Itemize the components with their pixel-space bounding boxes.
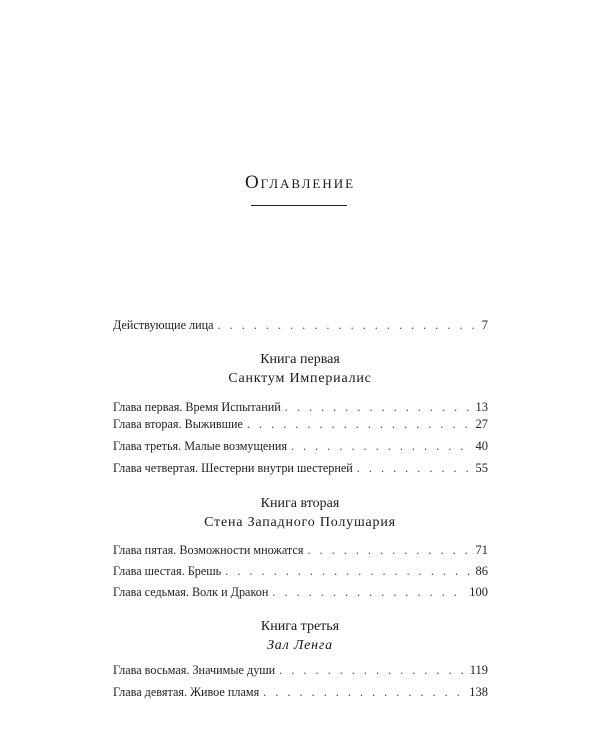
toc-entry-label: Глава пятая. Возможности множатся — [113, 543, 304, 557]
toc-entry-page: 71 — [475, 543, 488, 557]
toc-entry-chapter-7[interactable] — [113, 585, 488, 600]
book-title: Книга вторая — [260, 496, 340, 511]
toc-entry-page: 55 — [475, 461, 488, 475]
toc-entry-intro[interactable] — [113, 318, 488, 333]
dot-leader — [285, 400, 472, 415]
toc-entry-chapter-3[interactable] — [113, 439, 488, 454]
title-underline — [251, 205, 347, 206]
book-heading-2 — [0, 494, 600, 532]
toc-entry-label: Глава девятая. Живое пламя — [113, 685, 260, 699]
book-heading-1 — [0, 350, 600, 388]
toc-entry-page: 40 — [475, 439, 488, 453]
toc-entry-chapter-1[interactable] — [113, 400, 488, 415]
toc-entry-chapter-5[interactable] — [113, 543, 488, 558]
toc-entry-page: 86 — [475, 564, 488, 578]
dot-leader — [263, 685, 465, 700]
dot-leader — [279, 663, 466, 678]
toc-entry-page: 119 — [469, 663, 488, 677]
toc-entry-page: 27 — [475, 417, 488, 431]
dot-leader — [225, 564, 471, 579]
dot-leader — [218, 318, 478, 333]
toc-entry-label: Глава первая. Время Испытаний — [113, 400, 281, 414]
toc-entry-chapter-8[interactable] — [113, 663, 488, 678]
dot-leader — [357, 461, 472, 476]
toc-entry-page: 13 — [475, 400, 488, 414]
page-title: Оглавление — [244, 172, 356, 193]
toc-entry-page: 7 — [481, 318, 488, 332]
book-title: Книга третья — [260, 619, 340, 634]
toc-entry-chapter-6[interactable] — [113, 564, 488, 579]
dot-leader — [307, 543, 471, 558]
toc-entry-chapter-4[interactable] — [113, 461, 488, 476]
toc-entry-chapter-9[interactable] — [113, 685, 488, 700]
book-title: Книга первая — [260, 352, 340, 367]
dot-leader — [247, 417, 472, 432]
toc-entry-page: 100 — [469, 585, 488, 599]
toc-entry-label: Глава седьмая. Волк и Дракон — [113, 585, 269, 599]
book-subtitle: Стена Западного Полушария — [204, 515, 396, 530]
toc-entry-chapter-2[interactable] — [113, 417, 488, 432]
dot-leader — [291, 439, 472, 454]
toc-entry-label: Действующие лица — [113, 318, 214, 332]
toc-entry-label: Глава вторая. Выжившие — [113, 417, 243, 431]
book-subtitle: Зал Ленга — [267, 638, 333, 653]
toc-entry-label: Глава шестая. Брешь — [113, 564, 222, 578]
toc-entry-label: Глава восьмая. Значимые души — [113, 663, 276, 677]
dot-leader — [272, 585, 465, 600]
toc-entry-label: Глава четвертая. Шестерни внутри шестерней — [113, 461, 353, 475]
toc-entry-page: 138 — [469, 685, 488, 699]
book-heading-3 — [0, 617, 600, 655]
toc-entry-label: Глава третья. Малые возмущения — [113, 439, 287, 453]
book-subtitle: Санктум Империалис — [228, 371, 372, 386]
